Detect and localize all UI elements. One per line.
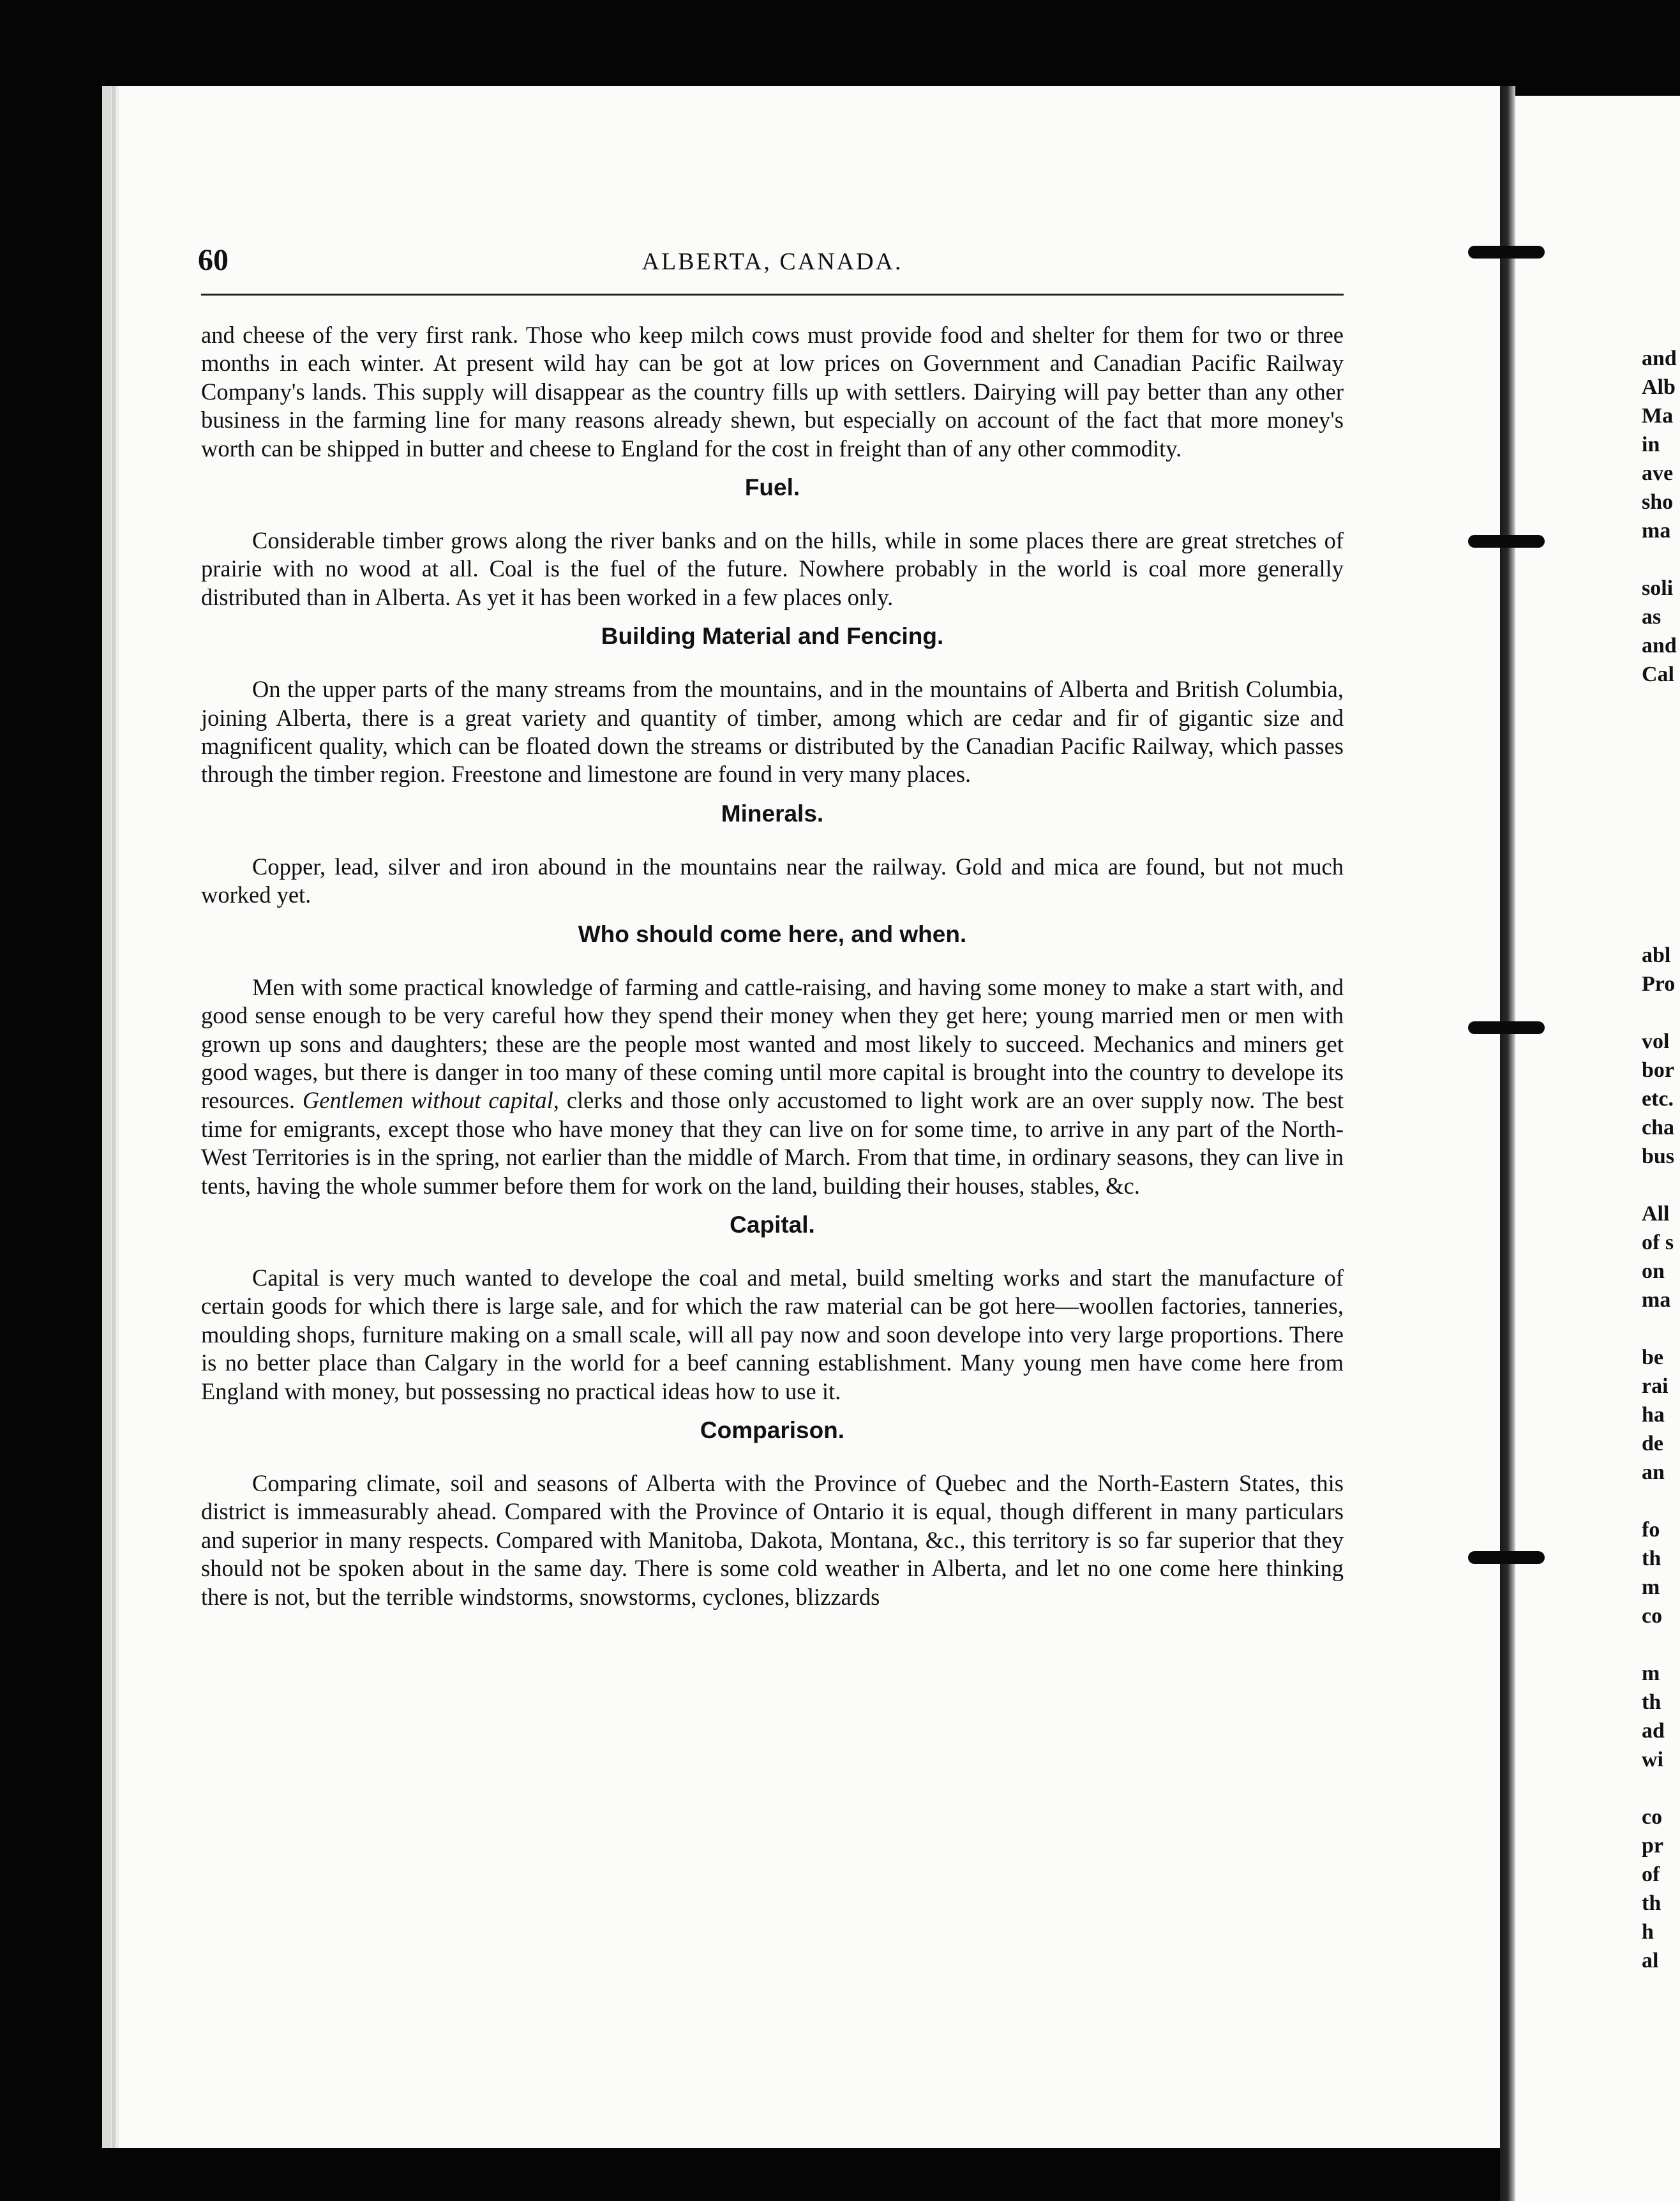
page-edge bbox=[112, 86, 116, 2148]
right-page-line-fragment: and bbox=[1642, 347, 1677, 370]
right-page-line-fragment: All bbox=[1642, 1202, 1670, 1226]
right-page-line-fragment: h bbox=[1642, 1920, 1654, 1944]
section-text-who bbox=[201, 973, 1344, 1200]
who-text-italic: Gentlemen without capital, bbox=[302, 1087, 559, 1114]
right-page-line-fragment: Pro bbox=[1642, 972, 1676, 996]
binding-stitch bbox=[1468, 535, 1545, 548]
section-text-minerals: Copper, lead, silver and iron abound in the mountains near the railway. Gold and mica are found, but not much worked yet. bbox=[201, 853, 1344, 908]
right-page-line-fragment: etc. bbox=[1642, 1087, 1674, 1111]
right-page-line-fragment: ad bbox=[1642, 1719, 1665, 1743]
section-title-building: Building Material and Fencing. bbox=[601, 623, 944, 650]
right-page-line-fragment: th bbox=[1642, 1690, 1661, 1714]
right-page-line-fragment: cha bbox=[1642, 1116, 1674, 1139]
right-page-line-fragment: co bbox=[1642, 1805, 1663, 1829]
page-content bbox=[198, 243, 1344, 1611]
right-page-line-fragment: th bbox=[1642, 1547, 1661, 1570]
section-title-minerals: Minerals. bbox=[721, 800, 824, 827]
intro-paragraph: and cheese of the very first rank. Those who keep milch cows must provide food and shelter for them for two or three months in each winter. At present wild hay can be got at low prices on Government and Canadian Pacific Railway Company's lands. This supply will disappear as the country fills up with settlers. Dairying will pay better than any other business in the farming line for many reasons already shewn, but especially on account of the fact that more money's worth can be shipped in butter and cheese to England for the cost in freight than of any other commodity. bbox=[201, 322, 1344, 462]
right-page-line-fragment: ma bbox=[1642, 1288, 1671, 1312]
right-page-line-fragment: m bbox=[1642, 1575, 1660, 1599]
who-text-before: Men with some practical knowledge of farming and cattle-raising, and having some money to make a start with, and good sense enough to be very careful how they spend their money when they get here; young married men or men with grown up sons and daughters; these are the people most wanted and most likely to succeed. Mechanics and miners get good wages, but there is danger in too many of these coming until more capital is brought into the country to develope its resources. bbox=[201, 973, 1344, 1114]
section-text-building: On the upper parts of the many streams from the mountains, and in the mountains of Alberta and British Columbia, joining Alberta, there is a great variety and quantity of timber, among which are cedar and fir of gigantic size and magnificent quality, which can be floated down the streams or distributed by the Canadian Pacific Railway, which passes through the timber region. Freestone and limestone are found in very many places. bbox=[201, 676, 1344, 788]
right-page-line-fragment: sho bbox=[1642, 490, 1674, 514]
right-page-line-fragment: bor bbox=[1642, 1058, 1674, 1082]
right-page-line-fragment: abl bbox=[1642, 943, 1671, 967]
right-page-line-fragment: be bbox=[1642, 1346, 1663, 1369]
binding-stitch bbox=[1468, 246, 1545, 259]
right-page-line-fragment: and bbox=[1642, 634, 1677, 657]
right-page-line-fragment: wi bbox=[1642, 1748, 1663, 1771]
right-page-line-fragment: on bbox=[1642, 1259, 1665, 1283]
right-page-line-fragment: Cal bbox=[1642, 663, 1674, 686]
page-number: 60 bbox=[198, 243, 229, 277]
right-page-line-fragment: of bbox=[1642, 1863, 1660, 1886]
right-page-line-fragment: de bbox=[1642, 1432, 1663, 1455]
binding-stitch bbox=[1468, 1021, 1545, 1034]
right-page-line-fragment: co bbox=[1642, 1604, 1663, 1628]
section-text-comparison: Comparing climate, soil and seasons of Alberta with the Province of Quebec and the North-Eastern States, this district is immeasurably ahead. Compared with the Province of Ontario it is equal, though different in many particulars and superior in many respects. Compared with Manitoba, Dakota, Montana, &c., this territory is so far superior that they should not be spoken about in the same day. There is some cold weather in Alberta, and let no one come here thinking there is not, but the terrible windstorms, snowstorms, cyclones, blizzards bbox=[201, 1469, 1344, 1610]
right-page-line-fragment: al bbox=[1642, 1949, 1659, 1972]
section-title-who: Who should come here, and when. bbox=[578, 920, 967, 947]
book-gutter bbox=[1500, 86, 1515, 2201]
right-page-line-fragment: Alb bbox=[1642, 375, 1676, 399]
right-page-line-fragment: in bbox=[1642, 433, 1660, 456]
section-title-capital: Capital. bbox=[730, 1211, 815, 1238]
binding-stitch bbox=[1468, 1551, 1545, 1564]
right-page-line-fragment: th bbox=[1642, 1891, 1661, 1915]
section-text-capital: Capital is very much wanted to develope the coal and metal, build smelting works and start the manufacture of certain goods for which there is large sale, and for which the raw material can be got here—woollen factories, tanneries, moulding shops, furniture making on a small scale, will all pay now and soon develope into very large proportions. There is no better place than Calgary in the world for a beef canning establishment. Many young men have come here from England with money, but possessing no practical ideas how to use it. bbox=[201, 1264, 1344, 1404]
right-page-line-fragment: as bbox=[1642, 605, 1661, 629]
right-page-line-fragment: fo bbox=[1642, 1518, 1660, 1542]
right-page-line-fragment: bus bbox=[1642, 1145, 1675, 1168]
right-page-line-fragment: vol bbox=[1642, 1030, 1670, 1053]
right-page-line-fragment: m bbox=[1642, 1662, 1660, 1685]
right-page-line-fragment: of s bbox=[1642, 1231, 1674, 1254]
right-page-line-fragment: rai bbox=[1642, 1374, 1669, 1398]
right-page-line-fragment: soli bbox=[1642, 576, 1674, 600]
right-page-line-fragment: ma bbox=[1642, 519, 1671, 543]
right-page-line-fragment: an bbox=[1642, 1461, 1665, 1484]
right-page-line-fragment: ave bbox=[1642, 462, 1674, 485]
running-head: ALBERTA, CANADA. bbox=[641, 248, 903, 275]
section-title-fuel: Fuel. bbox=[744, 474, 800, 501]
page-header bbox=[198, 243, 1344, 296]
section-title-comparison: Comparison. bbox=[700, 1416, 845, 1443]
right-page-line-fragment: pr bbox=[1642, 1834, 1663, 1858]
who-text-after: clerks and those only accustomed to light work are an over supply now. The best time for emigrants, except those who have money that they can live on for some time, to arrive in any part of the North-West Territories is in the spring, not earlier than the middle of March. From that time, in ordinary seasons, they can live in tents, having the whole summer before them for work on the land, building their houses, stables, &c. bbox=[201, 1087, 1344, 1199]
right-page-line-fragment: ha bbox=[1642, 1403, 1665, 1427]
section-text-fuel: Considerable timber grows along the river banks and on the hills, while in some places there are great stretches of prairie with no wood at all. Coal is the fuel of the future. Nowhere probably in the world is coal more generally distributed than in Alberta. As yet it has been worked in a few places only. bbox=[201, 527, 1344, 610]
right-page-line-fragment: Ma bbox=[1642, 404, 1674, 428]
